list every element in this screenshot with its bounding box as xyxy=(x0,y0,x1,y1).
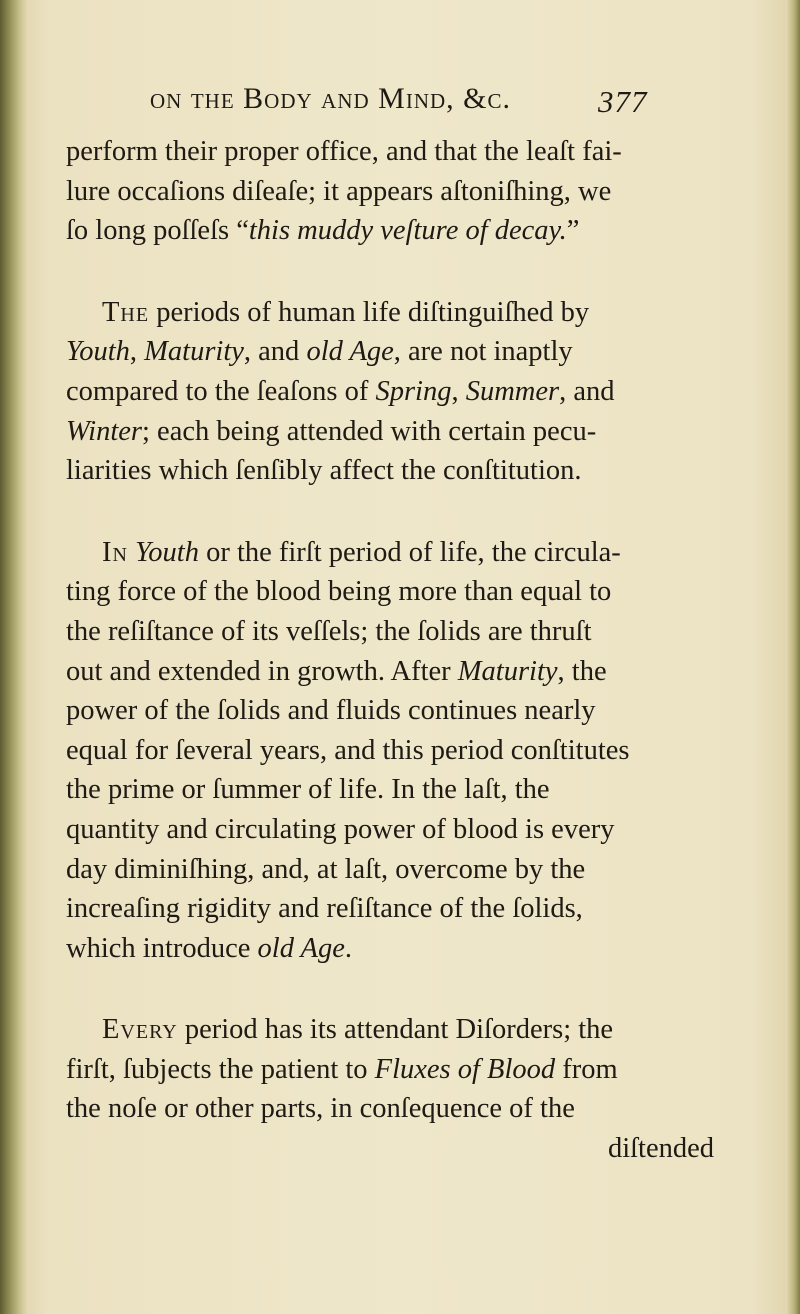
italic-text: Summer xyxy=(465,375,560,407)
small-caps-text: In xyxy=(102,536,128,568)
text-line: out and extended in growth. After Maturity, the xyxy=(66,655,607,687)
page-number: 377 xyxy=(598,84,648,119)
text-line: ting force of the blood being more than equal to xyxy=(66,576,612,608)
text-line: Winter; each being attended with certain pecu- xyxy=(66,415,597,447)
text-line: ſo long poſſeſs “this muddy veſture of decay.” xyxy=(66,215,580,247)
paragraph-gap xyxy=(66,968,756,1010)
text-line: Youth, Maturity, and old Age, are not inaptly xyxy=(66,336,573,368)
page-edge-shadow xyxy=(786,0,800,1314)
running-title: on the Body and Mind, &c. xyxy=(150,82,511,115)
paragraph xyxy=(66,293,756,491)
running-header xyxy=(150,82,710,126)
italic-text: Maturity xyxy=(457,655,558,687)
small-caps-text: Every xyxy=(102,1014,178,1046)
text-line: compared to the ſeaſons of Spring, Summer, and xyxy=(66,375,615,407)
paragraph xyxy=(66,533,756,969)
text-line: power of the ſolids and fluids continues nearly xyxy=(66,695,596,727)
text-line: liarities which ſenſibly affect the conſtitution. xyxy=(66,455,582,487)
text-line: increaſing rigidity and reſiſtance of the ſolids, xyxy=(66,893,583,925)
paragraph-gap xyxy=(66,251,756,293)
text-line: which introduce old Age. xyxy=(66,932,352,964)
catchword: diſtended xyxy=(607,1133,714,1165)
paragraph xyxy=(66,132,756,251)
italic-text: Maturity xyxy=(144,336,244,368)
text-line: quantity and circulating power of blood is every xyxy=(66,813,615,845)
paragraph xyxy=(66,1010,756,1168)
text-line: equal for ſeveral years, and this period conſtitutes xyxy=(66,734,630,766)
text-line: perform their proper office, and that the leaſt fai- xyxy=(66,136,622,167)
text-line: day diminiſhing, and, at laſt, overcome by the xyxy=(66,853,586,885)
text-line: lure occaſions diſeaſe; it appears aſtoniſhing, we xyxy=(66,175,612,207)
text-line: firſt, ſubjects the patient to Fluxes of Blood from xyxy=(66,1053,618,1085)
italic-text: Spring xyxy=(375,375,452,407)
text-line: The periods of human life diſtinguiſhed by xyxy=(102,296,590,328)
paragraph-gap xyxy=(66,491,756,533)
italic-text: Youth xyxy=(135,536,199,568)
text-line: Every period has its attendant Diſorders; the xyxy=(102,1014,614,1046)
italic-text: Winter xyxy=(66,415,142,447)
text-line: In Youth or the firſt period of life, the circula- xyxy=(102,536,621,568)
book-spine-shadow xyxy=(0,0,28,1314)
small-caps-text: The xyxy=(102,296,150,328)
italic-text: this muddy veſture of decay. xyxy=(248,215,567,247)
text-line: the prime or ſummer of life. In the laſt, the xyxy=(66,774,550,806)
body-text xyxy=(66,132,756,1169)
italic-text: old Age xyxy=(306,336,394,368)
italic-text: Fluxes of Blood xyxy=(374,1053,556,1085)
italic-text: Youth xyxy=(66,336,130,368)
text-line: the noſe or other parts, in conſequence of the xyxy=(66,1093,575,1125)
italic-text: old Age xyxy=(257,932,345,964)
text-line: the reſiſtance of its veſſels; the ſolids are thruſt xyxy=(66,615,592,647)
